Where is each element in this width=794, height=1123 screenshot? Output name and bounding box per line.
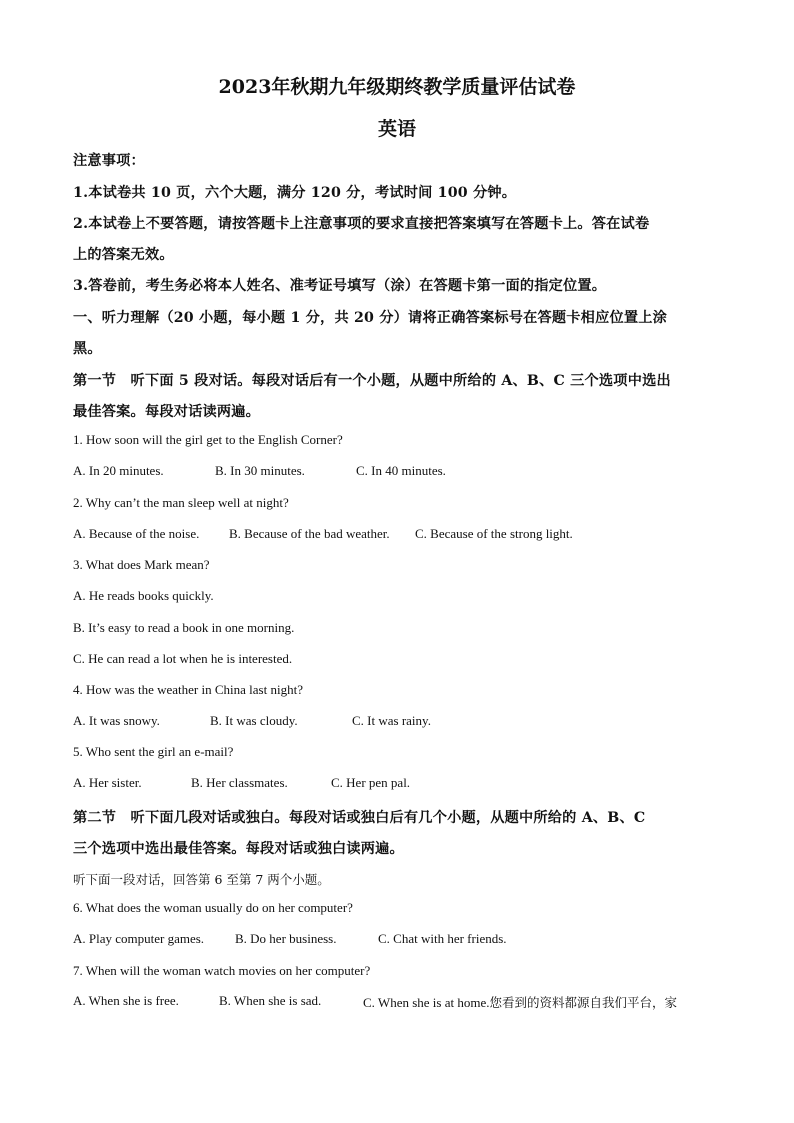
question-7-stem: 7. When will the woman watch movies on her computer? (73, 963, 371, 978)
option-c-with-trailing-note (363, 993, 677, 1011)
notice-item-2-line-1: 2.本试卷上不要答题，请按答题卡上注意事项的要求直接把答案填写在答题卡上。答在试卷 (73, 216, 650, 232)
part-1-instructions-line-2: 最佳答案。每段对话读两遍。 (73, 404, 261, 420)
question-6-options (73, 931, 733, 949)
dialog-intro: 听下面一段对话，回答第 6 至第 7 两个小题。 (73, 872, 330, 887)
question-3-option-b: B. It’s easy to read a book in one morning. (73, 620, 295, 635)
question-3-stem: 3. What does Mark mean? (73, 557, 210, 572)
option-a: A. When she is free. (73, 993, 179, 1008)
notice-item-1: 1.本试卷共 10 页，六个大题，满分 120 分，考试时间 100 分钟。 (73, 185, 517, 201)
option-b: B. When she is sad. (219, 993, 322, 1008)
notice-heading: 注意事项： (73, 153, 145, 169)
question-3-option-a: A. He reads books quickly. (73, 588, 214, 603)
option-b: B. Because of the bad weather. (229, 526, 390, 541)
option-a: A. Because of the noise. (73, 526, 200, 541)
exam-title: 2023年秋期九年级期终教学质量评估试卷 (218, 76, 576, 98)
question-5-stem: 5. Who sent the girl an e-mail? (73, 744, 234, 759)
question-4-options (73, 713, 733, 731)
part-2-instructions-line-2: 三个选项中选出最佳答案。每段对话或独白读两遍。 (73, 841, 404, 857)
question-6-stem: 6. What does the woman usually do on her computer? (73, 900, 353, 915)
option-a: A. Her sister. (73, 775, 142, 790)
option-b: B. Do her business. (235, 931, 337, 946)
section-1-heading-line-1: 一、听力理解（20 小题，每小题 1 分，共 20 分）请将正确答案标号在答题卡相应位置上涂 (73, 310, 668, 326)
option-c: C. Her pen pal. (331, 775, 411, 790)
question-3-option-c: C. He can read a lot when he is interested. (73, 651, 293, 666)
question-1-options (73, 463, 733, 481)
option-b: B. It was cloudy. (210, 713, 298, 728)
option-c: C. When she is at home. (363, 995, 490, 1010)
option-c: C. In 40 minutes. (356, 463, 446, 478)
trailing-note: 您看到的资料都源自我们平台，家 (489, 995, 678, 1010)
question-5-options (73, 775, 733, 793)
notice-item-2-line-2: 上的答案无效。 (73, 247, 174, 263)
option-c: C. Because of the strong light. (415, 526, 573, 541)
notice-item-3: 3.答卷前，考生务必将本人姓名、准考证号填写（涂）在答题卡第一面的指定位置。 (73, 278, 607, 294)
question-1-stem: 1. How soon will the girl get to the English Corner? (73, 432, 343, 447)
question-2-stem: 2. Why can’t the man sleep well at night? (73, 495, 289, 510)
part-2-instructions-line-1: 第二节 听下面几段对话或独白。每段对话或独白后有几个小题，从题中所给的 A、B、C (73, 810, 646, 826)
subject-title: 英语 (377, 118, 416, 140)
question-4-stem: 4. How was the weather in China last night? (73, 682, 303, 697)
option-a: A. It was snowy. (73, 713, 160, 728)
section-1-heading-line-2: 黑。 (73, 341, 102, 357)
part-1-instructions-line-1: 第一节 听下面 5 段对话。每段对话后有一个小题，从题中所给的 A、B、C 三个选项中选出 (73, 373, 671, 389)
option-c: C. Chat with her friends. (378, 931, 507, 946)
question-2-options (73, 526, 733, 544)
option-a: A. Play computer games. (73, 931, 205, 946)
question-7-options (73, 993, 733, 1011)
option-a: A. In 20 minutes. (73, 463, 164, 478)
option-b: B. In 30 minutes. (215, 463, 305, 478)
option-c: C. It was rainy. (352, 713, 431, 728)
option-b: B. Her classmates. (191, 775, 288, 790)
